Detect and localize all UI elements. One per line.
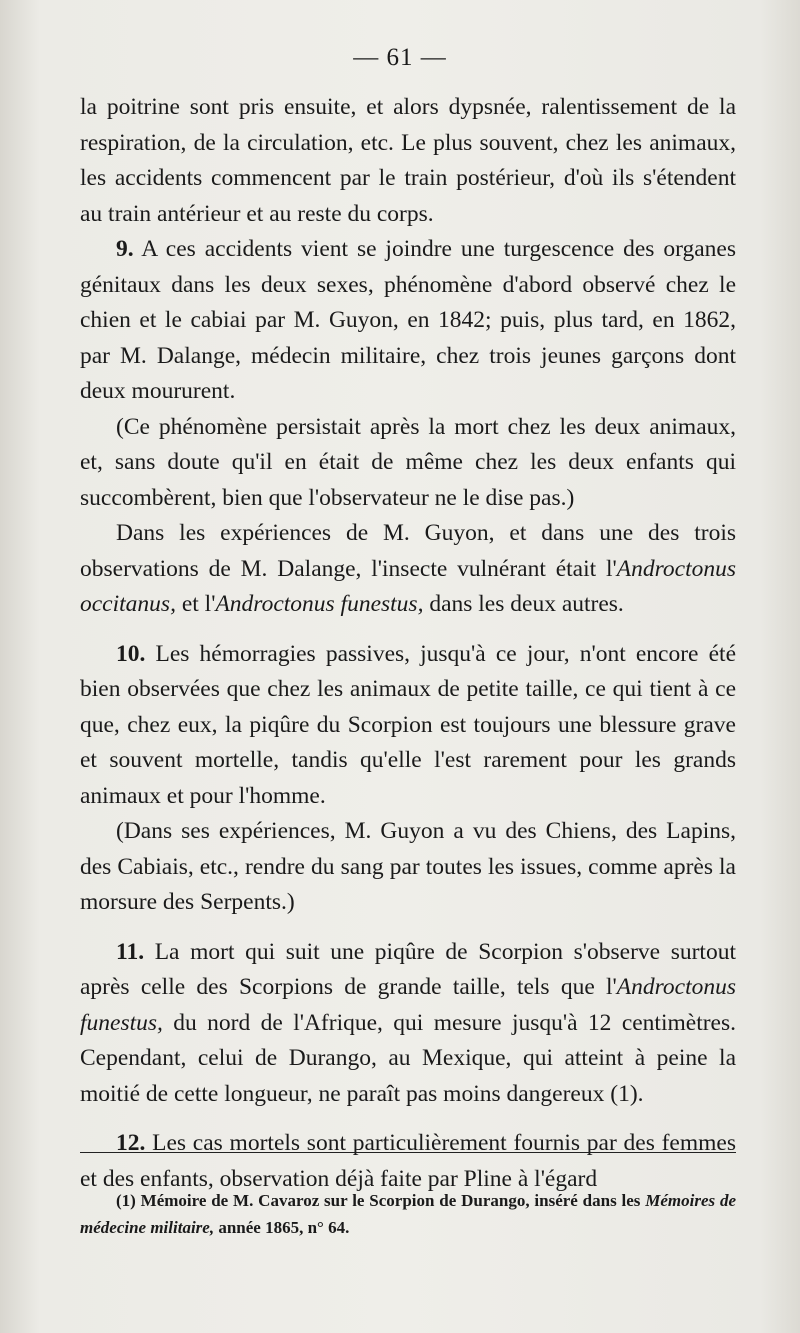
section-number: 11. [116,938,145,965]
section-number: 12. [116,1130,146,1156]
paragraph-text: A ces accidents vient se joindre une turgescence des organes génitaux dans les deux sexes, phénomène d'abord observé chez le chien et le cabiai par M. Guyon, en 1842; puis, plus tard, en 1862, par M. Dalange, médecin militaire, chez trois jeunes garçons dont deux moururent. [80,236,736,404]
text-run: du nord de l'Afrique, qui mesure jusqu'à 12 centimètres. Cependant, celui de Durango, au Mexique, qui atteint à peine la moitié de cette longueur, ne paraît pas moins dangereux (1). [80,1009,736,1107]
footnote-divider [80,1152,736,1153]
text-run: Dans les expériences de M. Guyon, et dans une des trois observations de M. Dalange, l'insecte vulnérant était l' [80,520,736,582]
footnote [80,1187,736,1241]
body-text [80,90,736,1197]
paragraph-parenthetical-2: (Dans ses expériences, M. Guyon a vu des Chiens, des Lapins, des Cabiais, etc., rendre du sang par toutes les issues, comme après la morsure des Serpents.) [80,818,736,915]
paragraph-9 [80,232,736,410]
section-number: 9. [116,236,134,262]
paragraph-text: Les cas mortels sont particulièrement fournis par des femmes et des enfants, observation déjà faite par Pline à l'égard [80,1130,736,1192]
page-number: — 61 — [353,44,447,71]
text-run: dans les deux autres. [423,591,624,617]
species-name: Androctonus funestus, [215,591,424,617]
text-run: La mort qui suit une piqûre de Scorpion s'observe surtout après celle des Scorpions de grande taille, tels que l' [80,938,736,1000]
paragraph-11 [80,935,736,1113]
footnote-text: année 1865, n° 64. [214,1218,350,1237]
footnote-text: (1) Mémoire de M. Cavaroz sur le Scorpion de Durango, inséré dans les [116,1191,646,1210]
paragraph-1: la poitrine sont pris ensuite, et alors dypsnée, ralentissement de la respiration, de la circulation, etc. Le plus souvent, chez les animaux, les accidents commencent par le train postérieur, d'où ils s'étendent au train antérieur et au reste du corps. [80,94,736,227]
footnote-title: Mémoires de médecine militaire, [80,1191,736,1237]
paragraph-10 [80,637,736,815]
paragraph-parenthetical-1: (Ce phénomène persistait après la mort chez les deux animaux, et, sans doute qu'il en était de même chez les deux enfants qui succombèrent, bien que l'observateur ne le dise pas.) [80,413,736,511]
paragraph-experiments [80,516,736,623]
text-run: et l' [175,591,216,617]
species-name: Androctonus occitanus, [80,555,736,617]
section-number: 10. [116,640,146,667]
paragraph-text: Les hémorragies passives, jusqu'à ce jour, n'ont encore été bien observées que chez les animaux de petite taille, ce qui tient à ce que, chez eux, la piqûre du Scorpion est toujours une blessure grave et souvent mortelle, tandis qu'elle l'est rarement pour les grands animaux et pour l'homme. [80,640,736,809]
species-name: Androctonus funestus, [80,974,736,1036]
